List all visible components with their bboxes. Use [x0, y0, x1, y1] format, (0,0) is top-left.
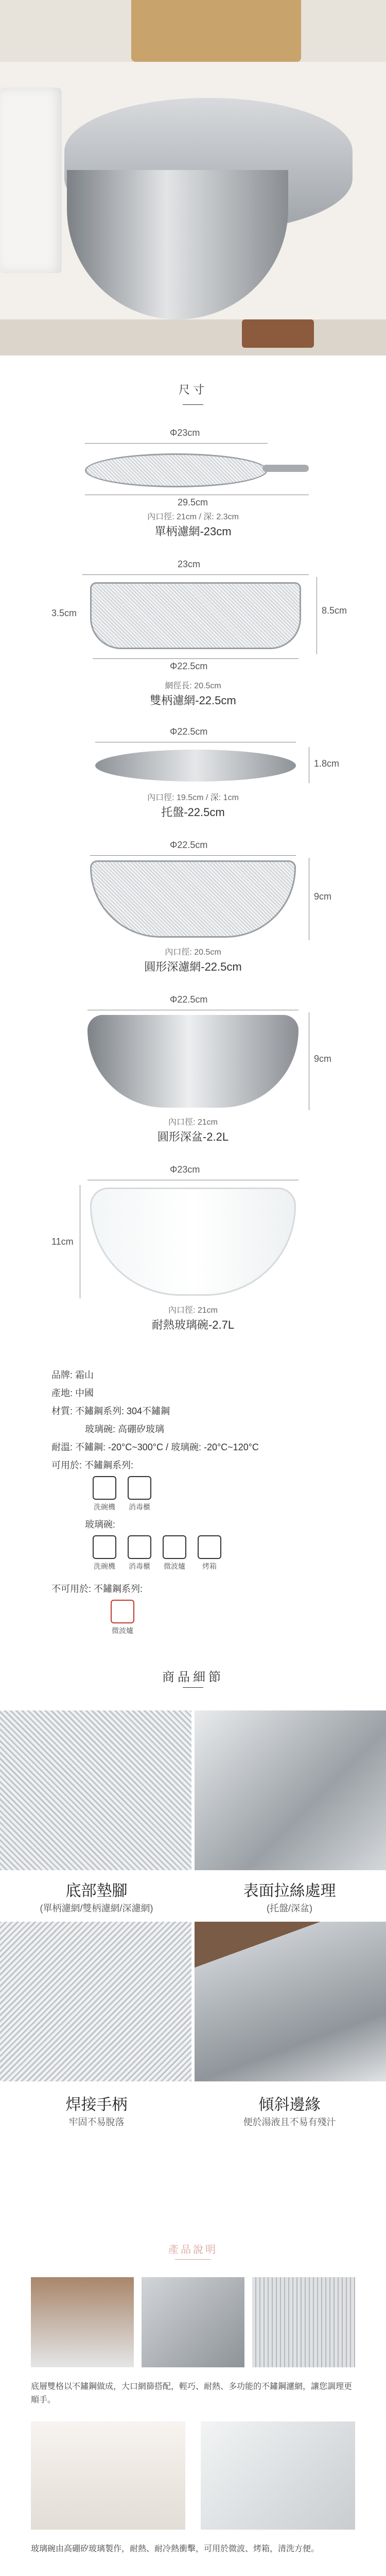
product-name: 圓形深濾網-22.5cm: [144, 960, 242, 973]
desc-photo-3: [252, 2277, 355, 2367]
dim-inner: 內口徑: 21cm / 深: 2.3cm: [147, 513, 239, 521]
description-text: 玻璃碗由高硼矽玻璃製作，耐熱、耐冷熱衝擊，可用於微波、烤箱，清洗方便。: [31, 2545, 320, 2553]
dim-line: [90, 855, 296, 856]
feature-title: 表面拉絲處理: [243, 1883, 336, 1900]
deep-strainer-photo: [90, 860, 296, 938]
desc-photo-4: [31, 2421, 185, 2530]
strainer-single-photo: [85, 453, 268, 487]
sterilizer-icon: [128, 1476, 151, 1500]
icon-label: 消毒櫃: [129, 1503, 150, 1511]
feature-title: 傾斜邊緣: [258, 2096, 321, 2113]
product-name: 托盤-22.5cm: [161, 806, 225, 819]
dim-inner: 內口徑: 20.5cm: [165, 948, 221, 957]
oven-icon: [198, 1535, 221, 1559]
dim-inner: 內口徑: 21cm: [168, 1306, 218, 1315]
feature-sub: 便於湯液且不易有殘汁: [243, 2117, 336, 2127]
spec-material: 材質: 不鏽鋼系列: 304不鏽鋼: [51, 1406, 170, 1416]
icon-label: 洗碗機: [94, 1562, 115, 1570]
dim-height: 11cm: [51, 1236, 74, 1247]
dim-diameter: Φ23cm: [170, 1164, 200, 1175]
feature-sub: (托盤/深盆): [267, 1903, 312, 1913]
description-text: 底層雙格以不鏽鋼做成，大口網篩搭配，輕巧、耐熱、多功能的不鏽鋼濾網，讓您調理更順手。: [31, 2382, 353, 2404]
spec-usable: 可用於: 不鏽鋼系列:: [51, 1460, 134, 1470]
icon-label: 消毒櫃: [129, 1562, 150, 1570]
spec-temp: 耐溫: 不鏽鋼: -20°C~300°C / 玻璃碗: -20°C~120°C: [51, 1442, 259, 1452]
dim-diameter: Φ22.5cm: [170, 726, 208, 737]
shelf-bottom: [0, 319, 386, 355]
size-heading: 尺寸: [178, 383, 207, 396]
no-microwave-icon: [111, 1600, 134, 1623]
dim-diameter: Φ23cm: [170, 428, 200, 438]
basket: [131, 0, 301, 62]
spec-origin: 產地: 中國: [51, 1388, 94, 1398]
dim-handle-height: 3.5cm: [51, 608, 77, 618]
desc-photo-1: [31, 2277, 134, 2367]
feature-photo-edge: [195, 1922, 386, 2081]
dim-length: 29.5cm: [178, 497, 208, 507]
description-heading: 產品說明: [168, 2244, 218, 2256]
dim-mesh: 網徑長: 20.5cm: [165, 682, 221, 690]
wooden-board: [242, 319, 314, 348]
hero-photo: [0, 0, 386, 355]
heading-underline: [183, 404, 203, 405]
feature-photo-feet: [0, 1710, 191, 1870]
product-name: 單柄濾網-23cm: [154, 525, 232, 538]
dim-height: 9cm: [314, 1054, 332, 1064]
dim-inner: 內口徑: 21cm: [168, 1118, 218, 1127]
dim-height: 1.8cm: [314, 758, 340, 769]
microwave-icon: [163, 1535, 186, 1559]
feature-title: 底部墊腳: [65, 1883, 128, 1900]
dishwasher-icon: [93, 1476, 116, 1500]
spec-glass: 玻璃碗: 高硼矽玻璃: [85, 1424, 165, 1434]
dishwasher-icon: [93, 1535, 116, 1559]
icon-label: 微波爐: [112, 1626, 133, 1635]
strainer-double-photo: [90, 582, 301, 649]
glass-bowl-photo: [90, 1188, 296, 1296]
heading-underline: [183, 1687, 203, 1688]
desc-photo-2: [142, 2277, 244, 2367]
feature-photo-handle: [0, 1922, 191, 2081]
dim-diameter: Φ22.5cm: [170, 994, 208, 1005]
product-name: 圓形深盆-2.2L: [157, 1130, 229, 1143]
heading-underline: [175, 2259, 211, 2260]
strainer-handle: [262, 465, 309, 472]
dim-width: 23cm: [178, 559, 201, 569]
sterilizer-icon: [128, 1535, 151, 1559]
feature-photo-brushed: [195, 1710, 386, 1870]
dim-line: [82, 574, 309, 575]
dim-height: 9cm: [314, 891, 332, 902]
spec-glass-usable: 玻璃碗:: [85, 1519, 116, 1530]
jar: [0, 88, 62, 273]
steel-bowl: [67, 170, 288, 319]
dim-line: [85, 443, 268, 444]
product-name: 雙柄濾網-22.5cm: [150, 694, 236, 707]
dim-line: [93, 658, 299, 659]
feature-sub: (單柄濾網/雙柄濾網/深濾網): [40, 1903, 153, 1913]
product-name: 耐熱玻璃碗-2.7L: [151, 1318, 235, 1331]
feature-title: 焊接手柄: [65, 2096, 128, 2113]
desc-photo-5: [201, 2421, 355, 2530]
deep-bowl-photo: [87, 1015, 299, 1108]
spec-not-usable: 不可用於: 不鏽鋼系列:: [51, 1584, 143, 1594]
icon-label: 洗碗機: [94, 1503, 115, 1511]
dim-diameter: Φ22.5cm: [170, 840, 208, 850]
icon-label: 微波爐: [164, 1562, 185, 1570]
tray-photo: [95, 750, 296, 782]
dim-diameter: Φ22.5cm: [170, 661, 208, 671]
icon-label: 烤箱: [202, 1562, 217, 1570]
feature-sub: 牢固不易脫落: [68, 2117, 125, 2127]
details-heading: 商品細節: [162, 1670, 224, 1684]
spec-brand: 品牌: 霜山: [51, 1370, 94, 1380]
dim-height: 8.5cm: [322, 605, 347, 616]
dim-inner: 內口徑: 19.5cm / 深: 1cm: [147, 793, 239, 802]
